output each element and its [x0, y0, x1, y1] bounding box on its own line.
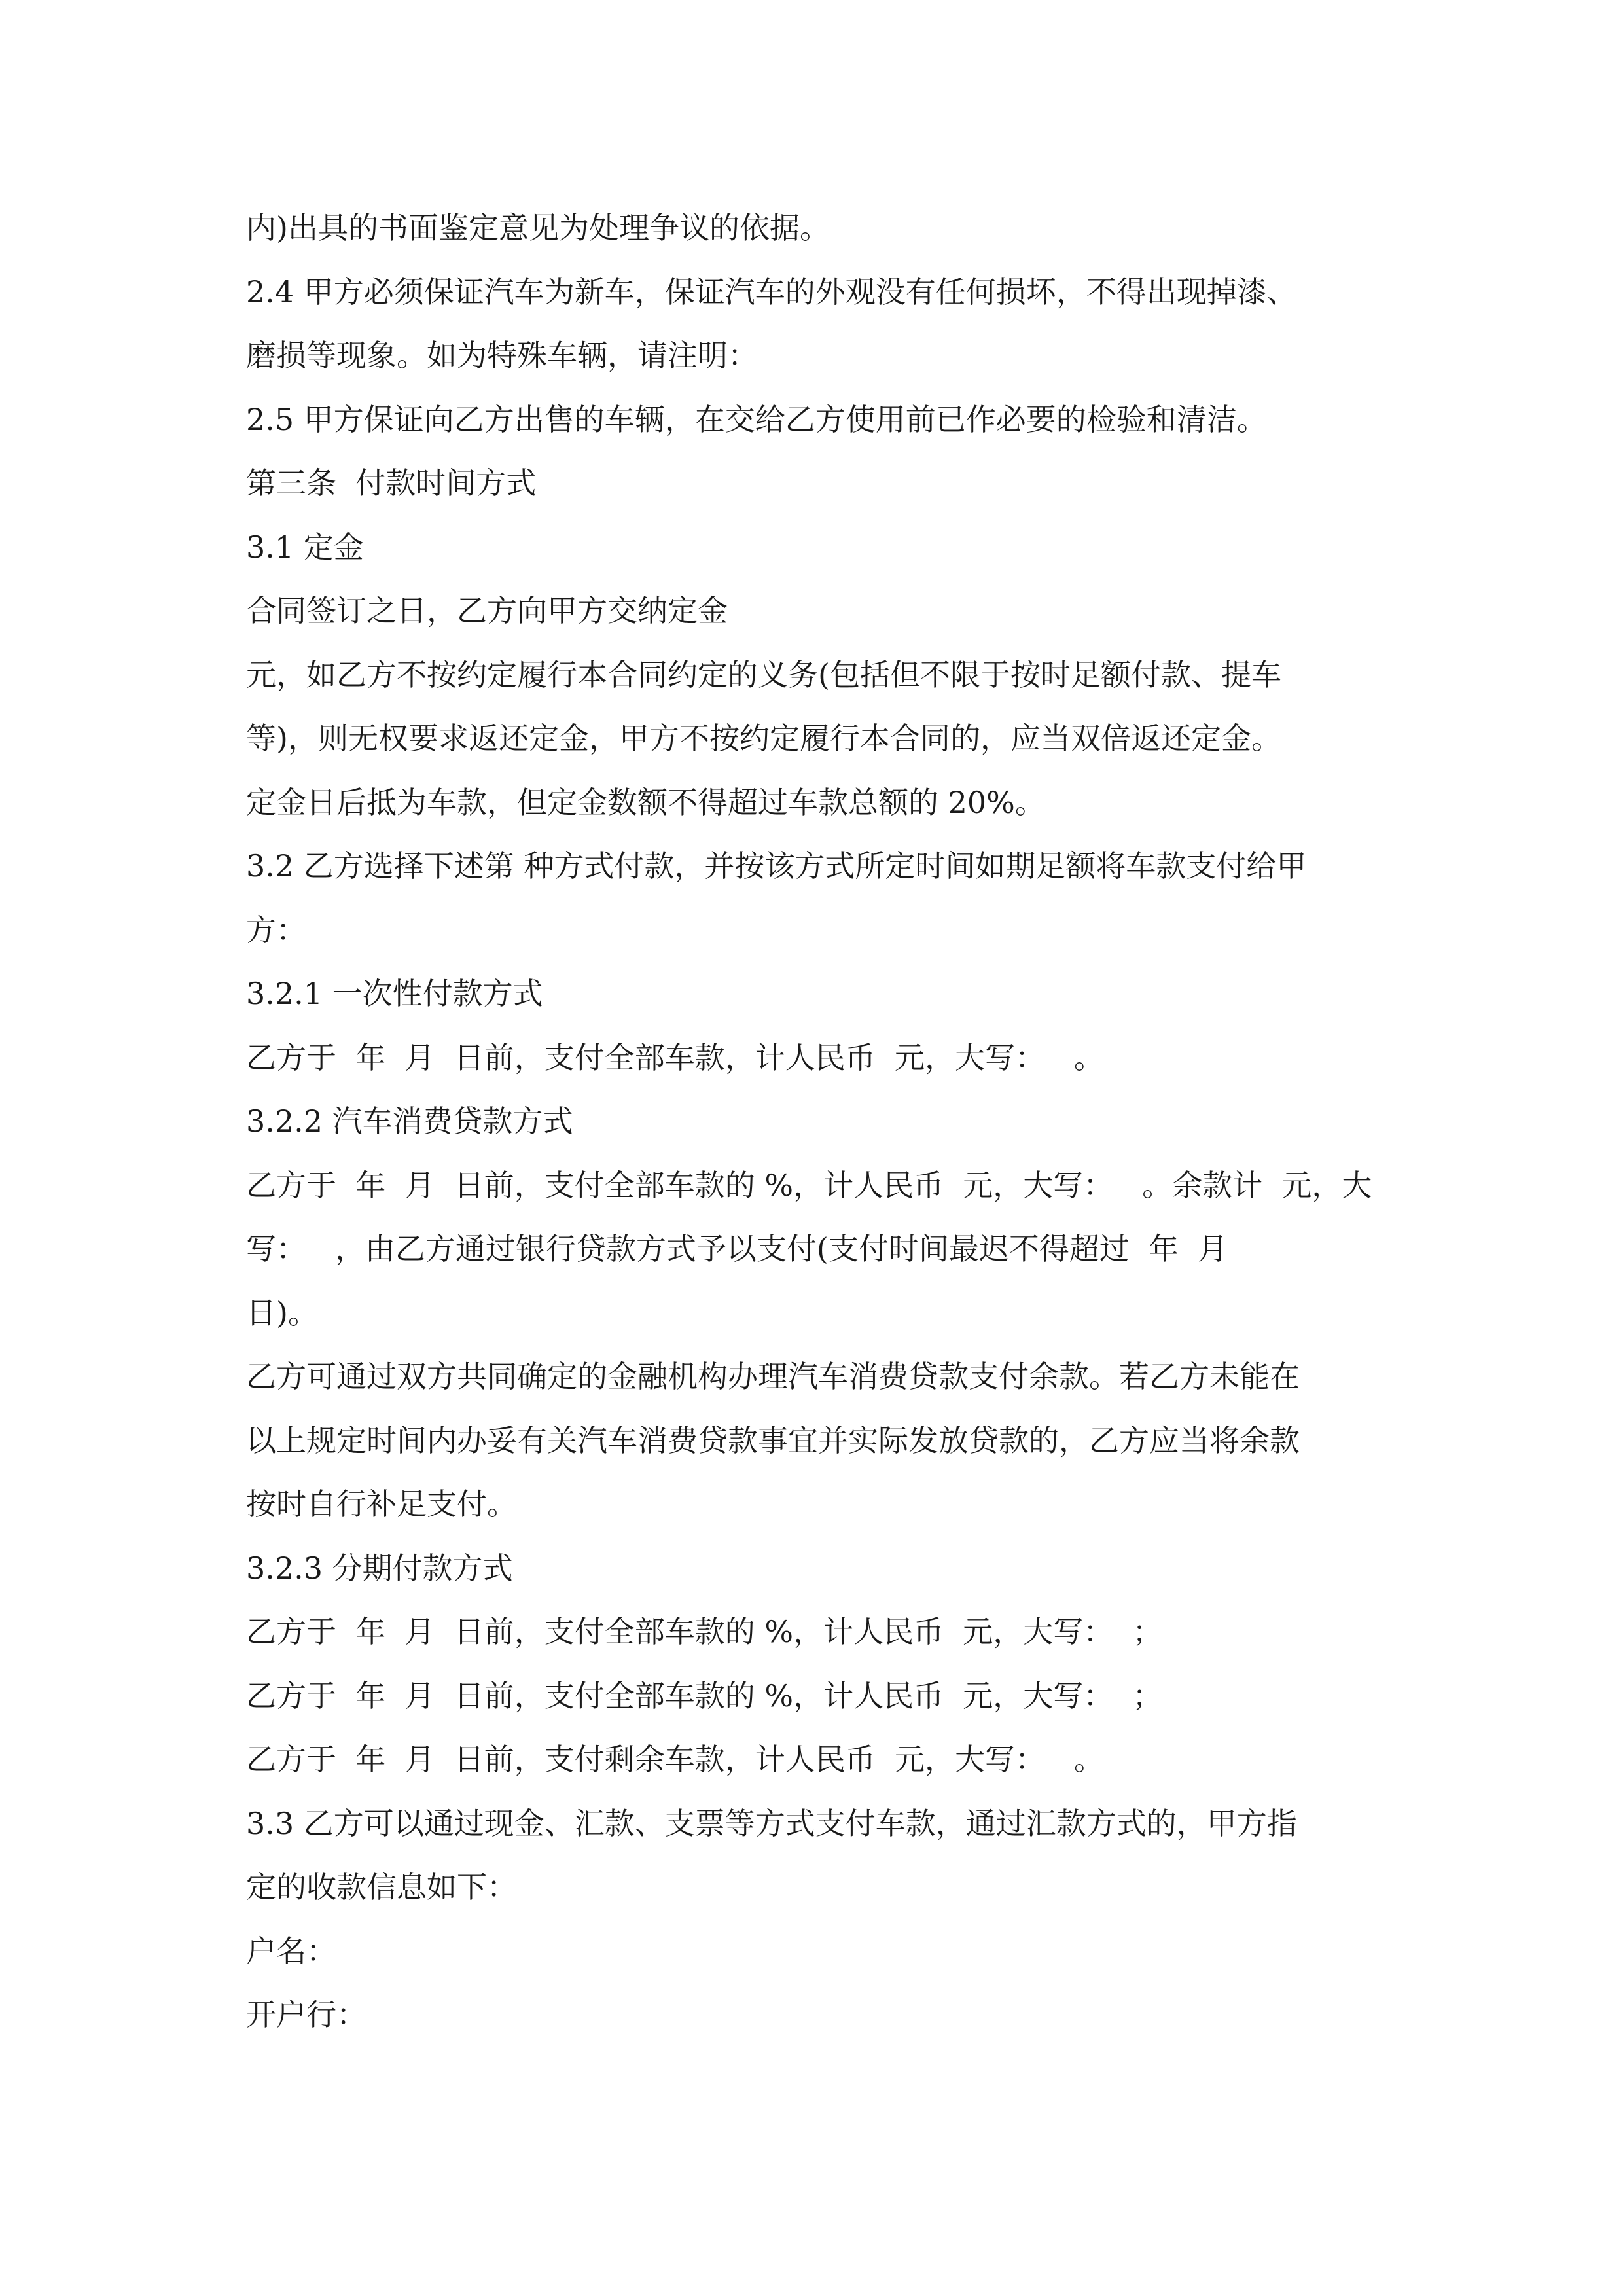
text-line: 3.2 乙方选择下述第 种方式付款，并按该方式所定时间如期足额将车款支付给甲 [246, 848, 1307, 884]
text-line: 内)出具的书面鉴定意见为处理争议的依据。 [246, 210, 830, 245]
contract-text [246, 196, 1418, 2047]
clause-heading: 3.2.3 分期付款方式 [246, 1550, 513, 1586]
text-line: 乙方于 年 月 日前，支付剩余车款，计人民币 元，大写： 。 [246, 1742, 1104, 1777]
text-line: 磨损等现象。如为特殊车辆，请注明： [246, 338, 758, 373]
text-line: 日)。 [246, 1295, 318, 1331]
text-line: 乙方于 年 月 日前，支付全部车款，计人民币 元，大写： 。 [246, 1039, 1104, 1075]
text-line: 方： [246, 912, 306, 948]
text-line: 2.4 甲方必须保证汽车为新车，保证汽车的外观没有任何损坏，不得出现掉漆、 [246, 274, 1297, 310]
clause-heading: 3.2.1 一次性付款方式 [246, 976, 543, 1011]
text-line: 定金日后抵为车款，但定金数额不得超过车款总额的 20%。 [246, 784, 1045, 820]
text-line: 2.5 甲方保证向乙方出售的车辆，在交给乙方使用前已作必要的检验和清洁。 [246, 401, 1267, 437]
bank-field: 开户行： [246, 1997, 366, 2032]
text-line: 合同签订之日，乙方向甲方交纳定金 [246, 593, 728, 628]
text-line: 3.3 乙方可以通过现金、汇款、支票等方式支付车款，通过汇款方式的，甲方指 [246, 1805, 1297, 1841]
text-line: 写： ，由乙方通过银行贷款方式予以支付(支付时间最迟不得超过 年 月 [246, 1231, 1228, 1266]
clause-heading: 3.1 定金 [246, 529, 364, 565]
text-line: 按时自行补足支付。 [246, 1486, 517, 1522]
text-line: 等)，则无权要求返还定金，甲方不按约定履行本合同的，应当双倍返还定金。 [246, 721, 1281, 756]
account-name-field: 户名： [246, 1933, 336, 1969]
text-line: 乙方于 年 月 日前，支付全部车款的 %，计人民币 元，大写： 。余款计 元，大 [246, 1167, 1372, 1203]
text-line: 元，如乙方不按约定履行本合同约定的义务(包括但不限于按时足额付款、提车 [246, 656, 1281, 692]
text-line: 乙方于 年 月 日前，支付全部车款的 %，计人民币 元，大写： ； [246, 1614, 1163, 1649]
text-line: 乙方于 年 月 日前，支付全部车款的 %，计人民币 元，大写： ； [246, 1677, 1163, 1713]
text-line: 以上规定时间内办妥有关汽车消费贷款事宜并实际发放贷款的，乙方应当将余款 [246, 1422, 1300, 1458]
section-heading: 第三条 付款时间方式 [246, 465, 537, 501]
text-line: 定的收款信息如下： [246, 1869, 517, 1905]
clause-heading: 3.2.2 汽车消费贷款方式 [246, 1103, 573, 1139]
text-line: 乙方可通过双方共同确定的金融机构办理汽车消费贷款支付余款。若乙方未能在 [246, 1359, 1300, 1394]
